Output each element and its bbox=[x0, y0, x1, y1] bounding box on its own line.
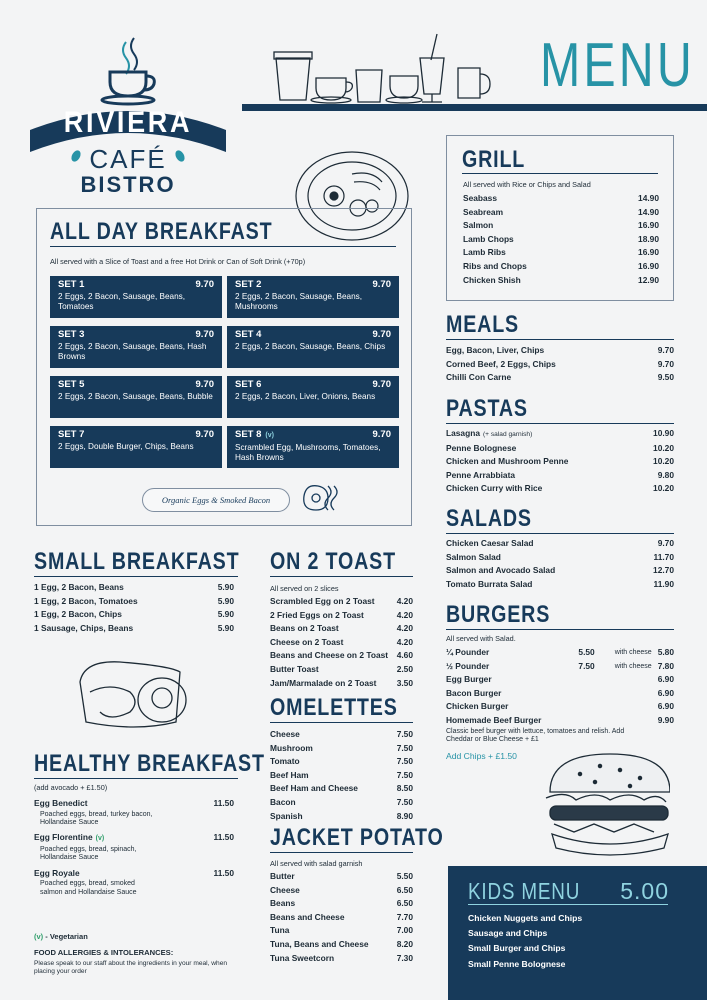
burgers-note: All served with Salad. bbox=[446, 634, 516, 643]
item-price: 14.90 bbox=[638, 193, 659, 203]
menu-item bbox=[270, 677, 413, 691]
set-price: 9.70 bbox=[195, 279, 214, 290]
healthy-list bbox=[34, 797, 234, 901]
burgers-list bbox=[446, 646, 674, 744]
set-name-text: SET 1 bbox=[58, 279, 85, 290]
heading-underline bbox=[446, 533, 674, 534]
item-price: 7.30 bbox=[396, 952, 413, 963]
omelettes-list bbox=[270, 728, 413, 823]
menu-item bbox=[463, 274, 659, 288]
item-price: 7.50 bbox=[396, 796, 413, 807]
menu-item bbox=[34, 581, 234, 595]
cheese-label: with cheese bbox=[614, 662, 652, 670]
breakfast-set bbox=[227, 276, 399, 318]
set-price: 9.70 bbox=[372, 329, 391, 340]
breakfast-set bbox=[50, 426, 222, 468]
menu-item bbox=[463, 260, 659, 274]
egg-bacon-icon bbox=[298, 478, 342, 518]
item-name: Chicken Shish bbox=[463, 274, 521, 285]
item-price: 5.90 bbox=[217, 609, 234, 620]
item-name: 1 Egg, 2 Bacon, Chips bbox=[34, 609, 122, 620]
item-name: Egg Florentine bbox=[34, 832, 93, 843]
salads-heading: SALADS bbox=[446, 505, 532, 532]
set-price: 9.70 bbox=[195, 429, 214, 440]
set-name bbox=[235, 379, 261, 391]
small-breakfast-list bbox=[34, 581, 234, 635]
salads-list bbox=[446, 537, 674, 591]
menu-item bbox=[446, 358, 674, 372]
item-row bbox=[34, 867, 234, 881]
item-name: 1 Egg, 2 Bacon, Beans bbox=[34, 582, 124, 592]
item-name: Beef Ham bbox=[270, 769, 309, 780]
menu-item bbox=[446, 660, 674, 674]
kids-menu-item: Small Burger and Chips bbox=[468, 943, 566, 954]
set-price: 9.70 bbox=[372, 279, 391, 290]
item-price: 11.50 bbox=[213, 832, 234, 843]
menu-item bbox=[463, 246, 659, 260]
veg-mark: (v) bbox=[265, 432, 274, 439]
menu-item bbox=[34, 595, 234, 609]
set-description: Scrambled Egg, Mushrooms, Tomatoes, Hash Browns bbox=[235, 443, 381, 462]
item-price: 16.90 bbox=[638, 260, 659, 271]
veg-label: - Vegetarian bbox=[43, 932, 88, 941]
set-title-row bbox=[235, 429, 391, 442]
item-name: Beans and Cheese on 2 Toast bbox=[270, 650, 389, 661]
breakfast-set bbox=[227, 426, 399, 468]
set-name-text: SET 3 bbox=[58, 329, 85, 340]
set-title-row bbox=[235, 379, 391, 391]
grill-list bbox=[463, 192, 659, 287]
organic-badge: Organic Eggs & Smoked Bacon bbox=[142, 488, 290, 512]
set-title-row bbox=[58, 429, 214, 441]
heading-underline bbox=[34, 576, 238, 577]
grill-note: All served with Rice or Chips and Salad bbox=[463, 180, 591, 189]
set-title-row bbox=[235, 329, 391, 341]
set-name bbox=[235, 279, 261, 291]
set-description: 2 Eggs, 2 Bacon, Sausage, Beans, Chips bbox=[235, 342, 386, 351]
menu-item bbox=[446, 714, 674, 728]
menu-item bbox=[446, 700, 674, 714]
item-price: 8.90 bbox=[396, 810, 413, 821]
kids-menu-heading: KIDS MENU bbox=[468, 878, 581, 904]
set-name-text: SET 6 bbox=[235, 379, 262, 390]
item-price: 14.90 bbox=[638, 206, 659, 217]
item-price: 9.70 bbox=[657, 538, 674, 548]
veg-mark: (v) bbox=[34, 932, 44, 941]
item-price: 2.50 bbox=[396, 663, 413, 674]
burger-illustration bbox=[540, 748, 670, 858]
item-price: 5.50 bbox=[396, 871, 413, 881]
menu-item bbox=[270, 911, 413, 925]
item-description: Poached eggs, bread, turkey bacon, Hollandaise Sauce bbox=[40, 810, 153, 826]
item-name: Lasagna bbox=[446, 428, 480, 438]
menu-item bbox=[270, 884, 413, 898]
meals-heading: MEALS bbox=[446, 311, 519, 338]
item-price: 4.20 bbox=[396, 596, 413, 606]
cheese-label: with cheese bbox=[614, 649, 652, 656]
set-description: 2 Eggs, 2 Bacon, Liver, Onions, Beans bbox=[235, 392, 376, 401]
item-description: Poached eggs, bread, smoked salmon and Hollandaise Sauce bbox=[40, 880, 137, 896]
menu-item bbox=[446, 564, 674, 578]
item-name: Ribs and Chops bbox=[463, 260, 527, 271]
menu-item bbox=[446, 455, 674, 469]
menu-item bbox=[463, 233, 659, 247]
item-name: Homemade Beef Burger bbox=[446, 714, 542, 725]
menu-item bbox=[34, 608, 234, 622]
set-name-text: SET 4 bbox=[235, 329, 262, 340]
allergy-note: Please speak to our staff about the ingredients in your meal, when placing your order bbox=[34, 960, 228, 975]
menu-item bbox=[463, 219, 659, 233]
set-description: 2 Eggs, 2 Bacon, Sausage, Beans, Hash Browns bbox=[58, 342, 207, 361]
item-name: Beans and Cheese bbox=[270, 911, 345, 922]
all-day-breakfast-note: All served with a Slice of Toast and a free Hot Drink or Can of Soft Drink (+70p) bbox=[50, 257, 306, 266]
item-price: 8.50 bbox=[396, 783, 413, 794]
menu-item bbox=[270, 622, 413, 636]
set-title-row bbox=[235, 279, 391, 291]
menu-item bbox=[270, 810, 413, 824]
item-name: Egg Benedict bbox=[34, 798, 88, 808]
set-name-text: SET 8 bbox=[235, 429, 262, 440]
item-price: 16.90 bbox=[638, 247, 659, 258]
menu-item bbox=[270, 649, 413, 663]
item-name: Egg Royale bbox=[34, 867, 80, 878]
menu-item bbox=[270, 595, 413, 609]
item-name: Penne Arrabbiata bbox=[446, 469, 516, 480]
item-name: Seabass bbox=[463, 193, 497, 203]
item-name: Bacon Burger bbox=[446, 687, 502, 698]
set-name bbox=[58, 329, 84, 341]
set-price: 9.70 bbox=[195, 379, 214, 390]
item-name-wrap bbox=[34, 797, 214, 811]
item-name: Chicken Burger bbox=[446, 701, 509, 712]
item-description: Poached eggs, bread, spinach, Hollandaise Sauce bbox=[40, 846, 137, 862]
item-name: Salmon and Avocado Salad bbox=[446, 565, 556, 576]
item-price: 5.90 bbox=[217, 582, 234, 592]
menu-item bbox=[34, 622, 234, 636]
menu-item bbox=[270, 663, 413, 677]
item-price: 7.00 bbox=[396, 925, 413, 936]
menu-item bbox=[270, 952, 413, 966]
item-name: Butter Toast bbox=[270, 663, 319, 674]
item-price: 7.50 bbox=[396, 742, 413, 753]
item-name: Salmon Salad bbox=[446, 551, 501, 562]
item-price: 9.50 bbox=[657, 372, 674, 383]
omelettes-heading: OMELETTES bbox=[270, 694, 398, 721]
set-price: 9.70 bbox=[195, 329, 214, 340]
menu-item bbox=[446, 442, 674, 456]
coffee-bean-icon bbox=[28, 34, 228, 204]
set-price: 9.70 bbox=[372, 429, 391, 440]
item-price: 5.90 bbox=[217, 595, 234, 606]
page-title: MENU bbox=[540, 31, 695, 100]
item-price: 7.50 bbox=[396, 769, 413, 780]
menu-item bbox=[270, 897, 413, 911]
jacket-note: All served with salad garnish bbox=[270, 859, 363, 868]
healthy-breakfast-heading: HEALTHY BREAKFAST bbox=[34, 750, 265, 777]
heading-underline bbox=[446, 629, 674, 630]
set-name bbox=[58, 379, 84, 391]
set-description: 2 Eggs, 2 Bacon, Sausage, Beans, Mushrooms bbox=[235, 292, 362, 311]
kids-menu-list bbox=[468, 911, 668, 972]
menu-item bbox=[446, 551, 674, 565]
kids-menu-price: 5.00 bbox=[620, 878, 669, 904]
item-name: Bacon bbox=[270, 796, 296, 807]
item-price: 11.50 bbox=[213, 867, 234, 878]
egg-toast-illustration bbox=[70, 652, 200, 742]
veg-legend bbox=[34, 931, 88, 942]
item-name-wrap bbox=[446, 442, 653, 456]
item-price: 10.20 bbox=[653, 442, 674, 453]
header-rule bbox=[242, 104, 707, 111]
heading-underline bbox=[50, 246, 396, 247]
item-name: Cheese bbox=[270, 884, 300, 895]
set-name bbox=[235, 329, 261, 341]
item-name: Mushroom bbox=[270, 742, 313, 753]
item-name: Tomato bbox=[270, 756, 300, 767]
set-description: 2 Eggs, Double Burger, Chips, Beans bbox=[58, 442, 194, 451]
menu-item bbox=[446, 427, 674, 442]
item-price: 7.50 bbox=[578, 660, 595, 671]
small-breakfast-heading: SMALL BREAKFAST bbox=[34, 548, 240, 575]
item-price: 4.20 bbox=[396, 623, 413, 634]
menu-item bbox=[270, 870, 413, 884]
item-name: Cheese on 2 Toast bbox=[270, 636, 344, 647]
menu-item bbox=[463, 192, 659, 206]
item-name: Seabream bbox=[463, 206, 504, 217]
menu-item bbox=[270, 796, 413, 810]
set-name-text: SET 7 bbox=[58, 429, 85, 440]
set-price: 9.70 bbox=[372, 379, 391, 390]
item-price: 6.50 bbox=[396, 884, 413, 895]
item-price: 9.70 bbox=[657, 345, 674, 355]
heading-underline bbox=[270, 722, 413, 723]
brand-cafe: CAFÉ bbox=[89, 144, 167, 174]
item-name: Butter bbox=[270, 871, 295, 881]
menu-item bbox=[34, 797, 234, 827]
toast-heading: ON 2 TOAST bbox=[270, 548, 396, 575]
jacket-heading: JACKET POTATO bbox=[270, 824, 444, 851]
heading-underline bbox=[446, 339, 674, 340]
menu-item bbox=[446, 371, 674, 385]
kids-menu-item: Chicken Nuggets and Chips bbox=[468, 913, 583, 923]
item-name: Lamb Ribs bbox=[463, 247, 506, 258]
menu-item bbox=[34, 831, 234, 862]
item-price: 12.70 bbox=[653, 565, 674, 576]
item-price: 7.50 bbox=[396, 729, 413, 739]
item-price: 7.70 bbox=[396, 911, 413, 922]
item-name: 1 Egg, 2 Bacon, Tomatoes bbox=[34, 595, 138, 606]
set-name-text: SET 2 bbox=[235, 279, 262, 290]
item-name: Jam/Marmalade on 2 Toast bbox=[270, 677, 377, 688]
pastas-list bbox=[446, 427, 674, 496]
item-price: 18.90 bbox=[638, 233, 659, 244]
item-name: ¼ Pounder bbox=[446, 647, 490, 657]
heading-underline bbox=[462, 173, 658, 174]
allergy-title: FOOD ALLERGIES & INTOLERANCES: bbox=[34, 948, 174, 957]
heading-underline bbox=[468, 904, 668, 905]
item-name: Cheese bbox=[270, 729, 300, 739]
menu-item bbox=[270, 636, 413, 650]
menu-item bbox=[446, 673, 674, 687]
item-name: Salmon bbox=[463, 220, 494, 231]
add-chips: Add Chips + £1.50 bbox=[446, 751, 517, 761]
cheese-price: 7.80 bbox=[657, 660, 674, 671]
item-row bbox=[34, 831, 234, 846]
item-name: Tuna, Beans and Cheese bbox=[270, 938, 369, 949]
brand-bistro: BISTRO bbox=[80, 172, 176, 197]
item-name-wrap bbox=[34, 867, 214, 881]
breakfast-set bbox=[50, 276, 222, 318]
toast-note: All served on 2 slices bbox=[270, 584, 339, 593]
pastas-heading: PASTAS bbox=[446, 395, 528, 422]
breakfast-set bbox=[227, 376, 399, 418]
item-name-wrap bbox=[446, 455, 653, 469]
item-price: 10.90 bbox=[653, 428, 674, 438]
item-name: Scrambled Egg on 2 Toast bbox=[270, 596, 375, 606]
breakfast-set bbox=[227, 326, 399, 368]
item-name: Spanish bbox=[270, 810, 303, 821]
set-name bbox=[235, 429, 274, 442]
set-title-row bbox=[58, 329, 214, 341]
item-name: Tuna Sweetcorn bbox=[270, 952, 335, 963]
item-price: 6.90 bbox=[657, 687, 674, 698]
item-price: 6.90 bbox=[657, 674, 674, 685]
item-name: Egg Burger bbox=[446, 674, 492, 685]
item-name: Corned Beef, 2 Eggs, Chips bbox=[446, 358, 556, 369]
item-name: Tomato Burrata Salad bbox=[446, 578, 533, 589]
kids-menu-item: Small Penne Bolognese bbox=[468, 958, 566, 969]
veg-mark: (v) bbox=[95, 835, 105, 843]
menu-item bbox=[270, 609, 413, 623]
item-price: 9.80 bbox=[657, 469, 674, 480]
kids-menu-section bbox=[448, 866, 707, 1000]
item-price: 6.50 bbox=[396, 898, 413, 909]
set-title-row bbox=[58, 379, 214, 391]
set-description: 2 Eggs, 2 Bacon, Sausage, Beans, Tomatoes bbox=[58, 292, 185, 311]
meals-list bbox=[446, 344, 674, 385]
menu-item bbox=[446, 344, 674, 358]
toast-list bbox=[270, 595, 413, 690]
item-price: 11.90 bbox=[653, 578, 674, 589]
item-price: 4.20 bbox=[396, 636, 413, 647]
item-name: Chicken Curry with Rice bbox=[446, 483, 543, 494]
item-name: Chicken and Mushroom Penne bbox=[446, 456, 569, 467]
item-name: Chilli Con Carne bbox=[446, 372, 512, 383]
menu-item bbox=[270, 742, 413, 756]
item-name: Beans bbox=[270, 898, 296, 909]
menu-item bbox=[270, 938, 413, 952]
item-name: Egg, Bacon, Liver, Chips bbox=[446, 345, 545, 355]
item-price: 11.70 bbox=[653, 551, 674, 562]
logo bbox=[28, 34, 228, 204]
item-row bbox=[34, 797, 234, 811]
menu-item bbox=[446, 578, 674, 592]
item-price: 16.90 bbox=[638, 220, 659, 231]
item-name-wrap bbox=[446, 469, 658, 483]
item-name-wrap bbox=[34, 831, 214, 846]
item-name: ½ Pounder bbox=[446, 660, 490, 671]
menu-item bbox=[446, 687, 674, 701]
item-price: 4.60 bbox=[396, 650, 413, 661]
healthy-note: (add avocado + £1.50) bbox=[34, 783, 108, 792]
menu-item bbox=[446, 646, 674, 660]
item-price: 3.50 bbox=[396, 677, 413, 688]
item-price: 9.70 bbox=[657, 358, 674, 369]
cheese-price: 5.80 bbox=[657, 647, 674, 657]
breakfast-set bbox=[50, 326, 222, 368]
heading-underline bbox=[446, 423, 674, 424]
heading-underline bbox=[34, 778, 238, 779]
item-name: Beans on 2 Toast bbox=[270, 623, 339, 634]
item-price: 9.90 bbox=[657, 714, 674, 725]
all-day-breakfast-heading: ALL DAY BREAKFAST bbox=[50, 218, 273, 245]
item-price: 7.50 bbox=[396, 756, 413, 767]
item-name: Lamb Chops bbox=[463, 233, 514, 244]
item-price: 4.20 bbox=[396, 609, 413, 620]
grill-heading: GRILL bbox=[462, 146, 526, 173]
item-description: Classic beef burger with lettuce, tomatoes and relish. Add Cheddar or Blue Cheese + £1 bbox=[446, 727, 625, 743]
item-price: 10.20 bbox=[653, 483, 674, 494]
burgers-heading: BURGERS bbox=[446, 601, 551, 628]
item-name-wrap bbox=[446, 427, 653, 442]
item-extra: (+ salad garnish) bbox=[482, 431, 533, 438]
menu-item bbox=[446, 482, 674, 496]
item-name: Chicken Caesar Salad bbox=[446, 538, 534, 548]
jacket-list bbox=[270, 870, 413, 965]
menu-item bbox=[34, 867, 234, 897]
menu-item bbox=[463, 206, 659, 220]
item-price: 5.90 bbox=[217, 622, 234, 633]
item-price: 11.50 bbox=[213, 798, 234, 808]
item-name: 2 Fried Eggs on 2 Toast bbox=[270, 609, 364, 620]
set-name-text: SET 5 bbox=[58, 379, 85, 390]
set-description: 2 Eggs, 2 Bacon, Sausage, Beans, Bubble bbox=[58, 392, 213, 401]
item-name: Tuna bbox=[270, 925, 290, 936]
menu-item bbox=[446, 537, 674, 551]
menu-item bbox=[270, 728, 413, 742]
item-price: 5.50 bbox=[578, 647, 595, 657]
item-price: 8.20 bbox=[396, 938, 413, 949]
item-price: 12.90 bbox=[638, 274, 659, 285]
heading-underline bbox=[270, 576, 413, 577]
heading-underline bbox=[270, 852, 413, 853]
set-title-row bbox=[58, 279, 214, 291]
kids-menu-item: Sausage and Chips bbox=[468, 928, 548, 939]
brand-name: RIVIERA bbox=[63, 106, 193, 139]
set-name bbox=[58, 429, 84, 441]
item-name: Penne Bolognese bbox=[446, 442, 517, 453]
item-name-wrap bbox=[446, 482, 653, 496]
breakfast-set bbox=[50, 376, 222, 418]
item-price: 10.20 bbox=[653, 456, 674, 467]
menu-item bbox=[270, 755, 413, 769]
menu-item bbox=[270, 924, 413, 938]
item-name: Beef Ham and Cheese bbox=[270, 783, 358, 794]
menu-item bbox=[270, 782, 413, 796]
menu-item bbox=[270, 769, 413, 783]
menu-item bbox=[446, 469, 674, 483]
item-name: 1 Sausage, Chips, Beans bbox=[34, 622, 134, 633]
set-name bbox=[58, 279, 84, 291]
item-price: 6.90 bbox=[657, 701, 674, 712]
drinks-illustration bbox=[272, 28, 502, 106]
